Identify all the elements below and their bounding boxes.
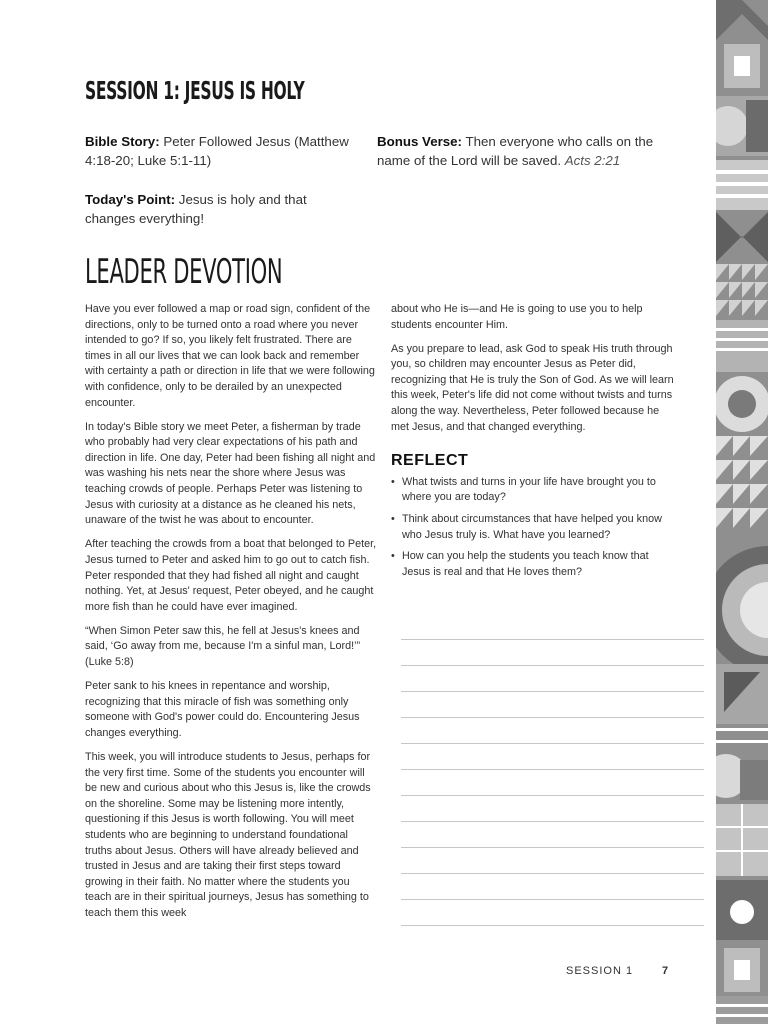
writing-line bbox=[401, 874, 704, 900]
todays-point bbox=[85, 190, 355, 228]
devotion-paragraph: Have you ever followed a map or road sign, confident of the directions, only to be turned onto a road where you never intended to go? If so, you likely felt frustrated. There are times in all our lives that we can look back and remember with certainty a path or direction in life that we were following with confidence, only to be derailed by an unexpected encounter. bbox=[85, 303, 375, 409]
writing-line bbox=[401, 822, 704, 848]
footer-session-label: SESSION 1 bbox=[566, 965, 634, 977]
reflect-question: • How can you help the students you teach know that Jesus is real and that He loves them? bbox=[391, 549, 676, 580]
bonus-verse-reference: Acts 2:21 bbox=[564, 153, 621, 168]
bible-story-text: Peter Followed Jesus (Matthew 4:18-20; Luke 5:1-11) bbox=[85, 134, 349, 168]
reflect-heading: REFLECT bbox=[391, 452, 469, 470]
writing-line bbox=[401, 900, 704, 926]
todays-point-text: Jesus is holy and that changes everything! bbox=[85, 192, 307, 226]
devotion-quote: “When Simon Peter saw this, he fell at Jesus's knees and said, ‘Go away from me, because I'm a sinful man, Lord!’” (Luke 5:8) bbox=[85, 624, 361, 668]
bible-story-label: Bible Story: bbox=[85, 134, 160, 149]
bonus-verse bbox=[377, 132, 677, 170]
leader-devotion-title: LEADER DEVOTION bbox=[85, 252, 283, 292]
devotion-paragraph: Peter sank to his knees in repentance and worship, recognizing that this miracle of fish was something only someone with God's power could do. Encountering Jesus changes everything. bbox=[85, 680, 360, 739]
writing-line bbox=[401, 640, 704, 666]
bible-story bbox=[85, 132, 355, 170]
writing-line bbox=[401, 692, 704, 718]
session-title: SESSION 1: JESUS IS HOLY bbox=[85, 76, 305, 105]
reflect-question: • Think about circumstances that have helped you know who Jesus truly is. What have you learned? bbox=[391, 512, 676, 543]
geometric-pattern-icon bbox=[716, 0, 768, 1024]
reflect-question: • What twists and turns in your life have brought you to where you are today? bbox=[391, 475, 676, 506]
devotion-paragraph: In today's Bible story we meet Peter, a fisherman by trade who probably had very clear expectations of his path and direction in life. One day, Peter had been fishing all night and was washing his nets near the shore where Jesus was teaching crowds of people. Perhaps Peter was listening to Jesus with curiosity at a distance as he cleaned his nets, unaware of the twist he was about to encounter. bbox=[85, 420, 376, 527]
footer-page-number: 7 bbox=[662, 965, 669, 977]
writing-line bbox=[401, 718, 704, 744]
decorative-pattern-sidebar bbox=[716, 0, 768, 1024]
notes-writing-lines bbox=[401, 614, 704, 926]
devotion-paragraph: about who He is—and He is going to use you to help students encounter Him. bbox=[391, 303, 643, 331]
writing-line bbox=[401, 666, 704, 692]
bonus-verse-text: Then everyone who calls on the name of the Lord will be saved. bbox=[377, 134, 654, 168]
writing-line bbox=[401, 770, 704, 796]
devotion-paragraph: As you prepare to lead, ask God to speak His truth through you, so children may encounter Jesus as Peter did, recognizing that He is truly the Son of God. As we will learn this week, Peter's life did not come without twists and turns along the way. Nevertheless, Peter followed because he met Jesus, and that changed everything. bbox=[391, 342, 674, 433]
writing-line bbox=[401, 848, 704, 874]
devotion-left-column bbox=[85, 302, 377, 930]
writing-line bbox=[401, 796, 704, 822]
writing-line bbox=[401, 614, 704, 640]
todays-point-label: Today's Point: bbox=[85, 192, 176, 207]
devotion-right-column bbox=[391, 302, 676, 586]
reflect-questions bbox=[391, 475, 676, 581]
devotion-paragraph: This week, you will introduce students to Jesus, perhaps for the very first time. Some of the students you encounter will be new and curious about who this Jesus is, like the crowds on the shoreline. Some may be listening more intently, questioning if this Jesus is worth following. You will meet students who are beginning to understand foundational truths about Jesus. Others will have already believed and trusted in Jesus and are taking their first steps toward growing in their faith. No matter where the students you teach are in their spiritual journeys, Jesus has something to teach them this week bbox=[85, 750, 371, 919]
devotion-paragraph: After teaching the crowds from a boat that belonged to Peter, Jesus turned to Peter and asked him to go out to catch fish. Peter responded that they had fished all night and caught nothing. Yet, at Jesus' request, Peter obeyed, and he caught more fish than he could have ever imagined. bbox=[85, 538, 377, 613]
writing-line bbox=[401, 744, 704, 770]
bonus-verse-label: Bonus Verse: bbox=[377, 134, 462, 149]
